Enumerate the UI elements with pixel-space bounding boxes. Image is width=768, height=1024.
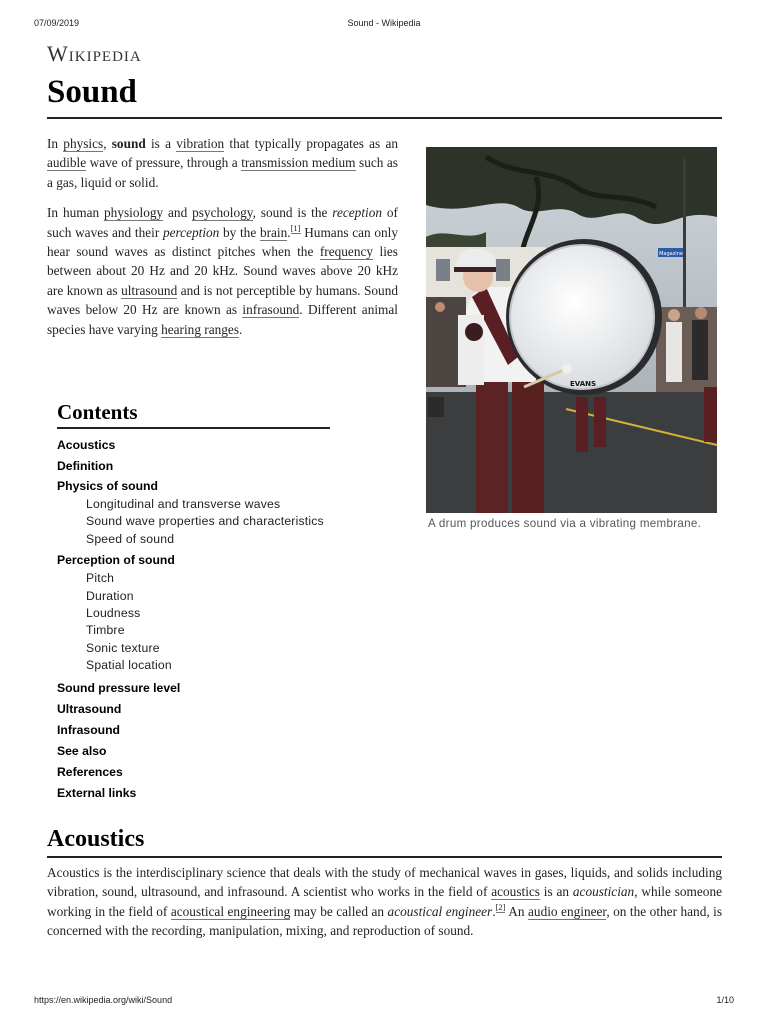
street-sign-label: Magazine	[659, 251, 683, 257]
toc-item-see-also[interactable]: See also	[57, 743, 107, 758]
page-title: Sound	[47, 74, 137, 110]
text-run: , while someone working in the field of	[47, 884, 722, 919]
text-run: ,	[103, 136, 112, 151]
link-acoustical-engineering[interactable]: acoustical engineering	[170, 903, 291, 919]
text-run: may be called an	[290, 903, 388, 919]
infobox-figure	[426, 147, 717, 532]
text-run: Acoustics is the interdisciplinary science that deals with the study of mechanical waves in gases, liquids, and solids including vibration, sound, ultrasound, and infrasound. A scientist who works in the field of	[47, 865, 722, 900]
text-run: .	[287, 224, 291, 240]
toc-subitem-wave-properties[interactable]: Sound wave properties and characteristics	[86, 514, 324, 529]
print-page-title: Sound - Wikipedia	[347, 18, 421, 28]
link-psychology[interactable]: psychology	[192, 205, 253, 221]
toc-item-perception-of-sound	[57, 551, 330, 674]
toc-item-definition[interactable]: Definition	[57, 459, 114, 473]
toc-subitem-duration[interactable]: Duration	[86, 588, 134, 603]
toc-divider	[57, 427, 330, 429]
toc-subitem-speed-of-sound[interactable]: Speed of sound	[86, 531, 175, 546]
link-frequency[interactable]: frequency	[319, 244, 374, 260]
text-run: , on the other hand, is concerned with the recording, manipulation, mixing, and reproduction of sound.	[47, 903, 723, 939]
drum-brand-label: EVANS	[569, 380, 597, 388]
term-perception: perception	[162, 224, 220, 240]
link-ultrasound[interactable]: ultrasound	[121, 282, 178, 298]
figure-caption: A drum produces sound via a vibrating membrane.	[428, 517, 702, 530]
text-run: An	[505, 903, 529, 919]
text-run: is an	[539, 884, 573, 900]
toc-subitem-waves[interactable]: Longitudinal and transverse waves	[86, 497, 281, 511]
section-heading-acoustics: Acoustics	[47, 826, 145, 852]
link-hearing-ranges[interactable]: hearing ranges	[161, 321, 239, 337]
text-run: such as a gas, liquid or solid.	[47, 155, 398, 190]
print-url: https://en.wikipedia.org/wiki/Sound	[34, 995, 173, 1005]
link-audio-engineer[interactable]: audio engineer	[528, 903, 607, 919]
table-of-contents	[57, 399, 330, 804]
toc-subitem-timbre[interactable]: Timbre	[86, 623, 125, 638]
acoustics-paragraph	[47, 863, 722, 941]
toc-subitem-loudness[interactable]: Loudness	[86, 606, 141, 621]
toc-sublist-perception	[57, 570, 330, 674]
text-run: and	[163, 205, 193, 221]
text-run: In human	[47, 205, 105, 221]
text-run: of such waves and their	[47, 205, 398, 240]
text-run: , sound is the	[252, 205, 333, 221]
text-run: wave of pressure, through a	[86, 155, 242, 171]
link-audible[interactable]: audible	[47, 155, 87, 171]
term-sound: sound	[111, 136, 146, 151]
citation-2[interactable]: [2]	[495, 902, 506, 913]
term-acoustician: acoustician	[572, 884, 635, 900]
toc-item-ultrasound[interactable]: Ultrasound	[57, 701, 122, 716]
toc-title: Contents	[57, 400, 138, 424]
toc-sublist-physics	[57, 496, 330, 548]
title-divider	[47, 117, 722, 119]
article-intro	[47, 134, 398, 350]
toc-item-references[interactable]: References	[57, 764, 123, 779]
text-run: is a	[145, 136, 177, 151]
toc-item-physics-of-sound	[57, 477, 330, 548]
toc-item-infrasound[interactable]: Infrasound	[57, 722, 120, 737]
wikipedia-wordmark[interactable]	[47, 41, 142, 67]
toc-item-external-links[interactable]: External links	[57, 785, 137, 800]
wordmark-text: Wikipedia	[47, 41, 142, 66]
text-run: .	[492, 903, 496, 919]
link-vibration[interactable]: vibration	[176, 136, 225, 151]
link-transmission-medium[interactable]: transmission medium	[241, 155, 356, 171]
toc-list	[57, 435, 330, 804]
term-acoustical-engineer: acoustical engineer	[387, 903, 493, 919]
section-body-acoustics	[47, 863, 722, 952]
print-page-number: 1/10	[716, 995, 734, 1005]
text-run: Humans can only hear sound waves as distinct pitches when the	[47, 224, 399, 260]
toc-item-acoustics[interactable]: Acoustics	[57, 438, 116, 452]
text-run: by the	[219, 224, 260, 240]
text-run: and is not perceptible by humans. Sound waves below 20 Hz are known as	[47, 282, 398, 318]
toc-item-physics-of-sound-label[interactable]: Physics of sound	[57, 479, 158, 493]
citation-1[interactable]: [1]	[290, 223, 301, 234]
link-brain[interactable]: brain	[259, 224, 288, 240]
section-divider	[47, 856, 722, 858]
link-acoustics[interactable]: acoustics	[491, 884, 540, 900]
term-reception: reception	[332, 205, 383, 221]
print-date: 07/09/2019	[34, 18, 80, 28]
drum-photo[interactable]	[426, 147, 717, 513]
link-infrasound[interactable]: infrasound	[242, 302, 300, 318]
text-run: lies between about 20 Hz and 20 kHz. Sound waves above 20 kHz are known as	[47, 244, 398, 298]
text-run: .	[239, 321, 243, 337]
link-physiology[interactable]: physiology	[104, 205, 164, 221]
toc-subitem-pitch[interactable]: Pitch	[86, 571, 115, 586]
intro-paragraph-1	[47, 134, 398, 192]
toc-item-perception-of-sound-label[interactable]: Perception of sound	[57, 553, 175, 568]
link-physics[interactable]: physics	[63, 136, 104, 151]
text-run: that typically propagates as an	[224, 136, 398, 151]
toc-subitem-sonic-texture[interactable]: Sonic texture	[86, 640, 160, 655]
intro-paragraph-2	[47, 203, 398, 339]
toc-subitem-spatial-location[interactable]: Spatial location	[86, 658, 172, 673]
text-run: . Different animal species have varying	[47, 302, 398, 337]
text-run: In	[47, 136, 64, 151]
toc-item-sound-pressure-level[interactable]: Sound pressure level	[57, 680, 181, 695]
